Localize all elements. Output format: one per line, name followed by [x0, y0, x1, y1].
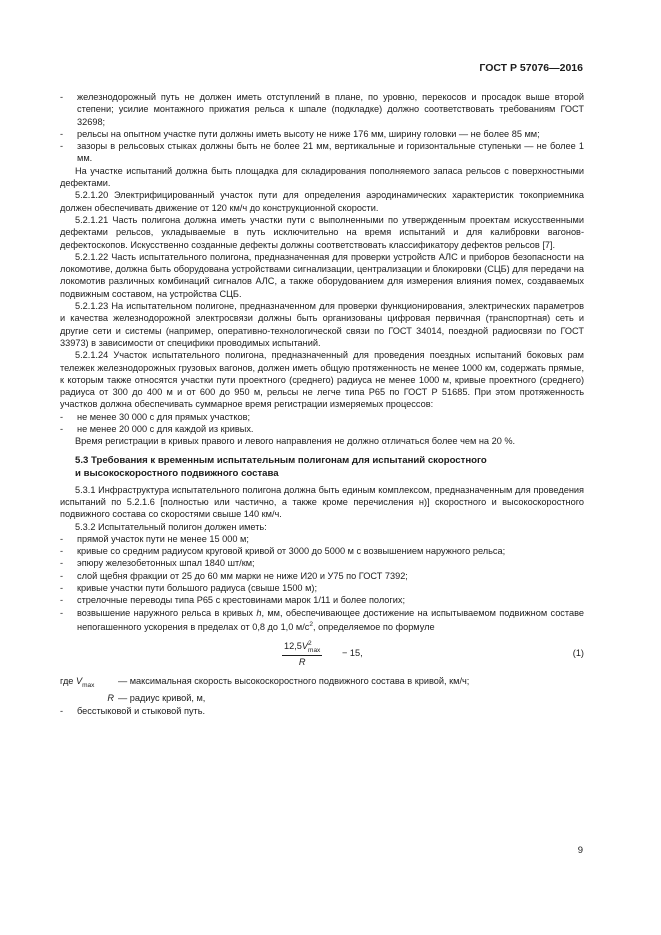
list-item: - слой щебня фракции от 25 до 60 мм марки не ниже И20 и У75 по ГОСТ 7392; [60, 570, 408, 581]
paragraph: 5.2.1.23 На испытательном полигоне, предназначенном для проверки функционирования, электрических параметров и качества железнодорожной электросвязи должны быть организованы цифровая первичная (транспортная) сеть и другие сети и системы (например, оперативно-технологической связи по ГОСТ 34014, поездной радиосвязи по ГОСТ 33973) в зависимости от специфики проводимых испытаний. [60, 301, 584, 348]
paragraph: 5.3.2 Испытательный полигон должен иметь: [75, 521, 267, 532]
formula-number: (1) [572, 648, 584, 659]
list-item: - железнодорожный путь не должен иметь отступлений в плане, по уровню, перекосов и просадок выше второй степени; усилие монтажного прижатия рельса к шпале (подкладке) должно соответствовать требованиям ГОСТ 32698; [60, 92, 584, 127]
section-heading [60, 454, 584, 480]
where-line-v: где $V_{max}$ — максимальная скорость высокоскоростного подвижного состава в кривой, км/ч; [60, 676, 470, 690]
text-block-2 [60, 484, 584, 607]
paragraph: На участке испытаний должна быть площадка для складирования пополняемого запаса рельсов с поверхностными дефектами. [60, 165, 584, 189]
paragraph: 5.2.1.22 Часть испытательного полигона, предназначенная для проверки устройств АЛС и приборов безопасности на локомотиве, должна быть оборудована устройствами сигнализации, централизации и блокировки (СЦБ) для передачи на локомотив различных комбинаций сигналов АЛС, а также оборудованием для измерения влияния помех, создаваемых подвижным составом, на устройства СЦБ. [60, 251, 584, 299]
text-block-3 [60, 705, 584, 717]
formula-tail: − 15, [342, 648, 363, 659]
list-item: - зазоры в рельсовых стыках должны быть не более 21 мм, вертикальные и горизонтальные ступеньки — не более 1 мм. [60, 141, 584, 164]
section-heading-line-2: и высокоскоростного подвижного состава [75, 467, 279, 479]
paragraph: 5.2.1.21 Часть полигона должна иметь участки пути с выполненными по утвержденным проектам искусственными дефектами рельсов, укладываемые в путь исключительно на время испытаний и для калибровки вагонов-дефектоскопов. Искусственно созданные дефекты должны соответствовать классификатору дефектов рельсов [7]. [60, 214, 584, 250]
formula-denominator: R [298, 656, 306, 667]
formula-fraction [282, 639, 363, 669]
document-code: ГОСТ Р 57076—2016 [479, 62, 583, 74]
formula-1 [60, 637, 584, 673]
list-item: - рельсы на опытном участке пути должны иметь высоту не ниже 176 мм, ширину головки — не более 85 мм; [60, 128, 540, 139]
list-item: - возвышение наружного рельса в кривых h, мм, обеспечивающее достижение на испытываемом подвижном составе непогашенного ускорения в пределах от 0,8 до 1,0 $м/с^2$, определяемое по формуле [60, 607, 584, 632]
text-block-1 [60, 91, 584, 448]
paragraph: Время регистрации в кривых правого и левого направления не должно отличаться более чем на 20 %. [75, 436, 516, 447]
page-body [60, 91, 584, 717]
page-number: 9 [577, 845, 583, 856]
list-item: - не менее 20 000 с для каждой из кривых. [60, 424, 254, 435]
formula-numerator: 12,5V 2 max [284, 639, 321, 654]
where-line-r: R — радиус кривой, м, [107, 693, 206, 704]
list-item: - кривые участки пути большого радиуса (свыше 1500 м); [60, 582, 318, 593]
list-item: - эпюру железобетонных шпал 1840 шт/км; [60, 558, 255, 569]
paragraph: 5.3.1 Инфраструктура испытательного полигона должна быть единым комплексом, предназначенным для проведения испытаний по 5.2.1.6 [полностью или частично, а также кроме перечисления н)] скоростного и высокоскоростного подвижного состава со скоростями свыше 140 км/ч. [60, 484, 584, 520]
section-heading-line-1: 5.3 Требования к временным испытательным полигонам для испытаний скоростного [75, 454, 487, 466]
list-item: - стрелочные переводы типа Р65 с крестовинами марок 1/11 и более пологих; [60, 595, 406, 606]
paragraph: 5.2.1.24 Участок испытательного полигона, предназначенный для проведения поездных испытаний боковых рам тележек железнодорожных грузовых вагонов, должен иметь общую протяженность не менее 1000 км, содержать прямые, к которым также относятся участки пути проектного (среднего) радиуса не менее 1000 м, кривые проектного (среднего) радиуса от 300 до 400 м и от 600 до 950 м, рельсы не легче типа Р65 по ГОСТ Р 51685. При этом протяженность участков должна обеспечивать суммарное время регистрации измеряемых процессов: [60, 350, 584, 410]
list-item: - кривые со средним радиусом круговой кривой от 3000 до 5000 м с возвышением наружного рельса; [60, 546, 506, 557]
list-item: - не менее 30 000 с для прямых участков; [60, 411, 251, 422]
list-item: - прямой участок пути не менее 15 000 м; [60, 533, 249, 544]
paragraph: 5.2.1.20 Электрифицированный участок пути для определения аэродинамических характеристик токоприемника должен обеспечивать движение от 120 км/ч до конструкционной скорости. [60, 190, 584, 213]
list-item: - бесстыковой и стыковой путь. [60, 705, 206, 716]
